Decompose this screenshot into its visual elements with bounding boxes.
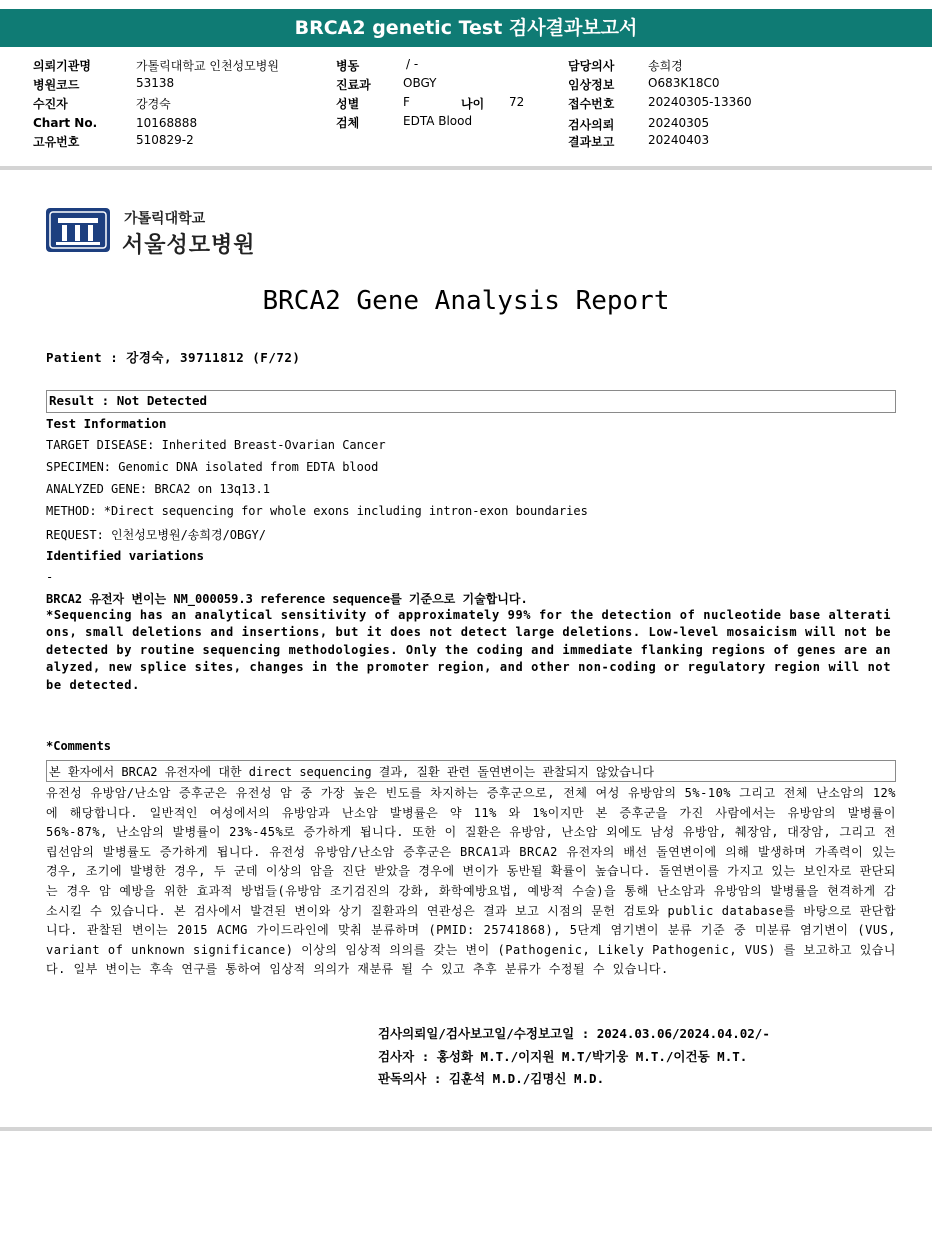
test-info-heading: Test Information xyxy=(46,416,167,431)
meta-value: OBGY xyxy=(403,76,437,90)
meta-value: EDTA Blood xyxy=(403,114,473,128)
meta-value: 53138 xyxy=(136,76,175,90)
divider xyxy=(0,166,932,170)
meta-label: 담당의사 xyxy=(568,59,615,73)
target-disease: TARGET DISEASE: Inherited Breast-Ovarian Cancer xyxy=(46,438,386,452)
meta-label: 검체 xyxy=(336,116,360,130)
logo-text-hospital: 서울성모병원 xyxy=(122,233,256,258)
meta-value: 10168888 xyxy=(136,116,198,130)
meta-value: 20240305 xyxy=(648,116,710,130)
reference-note: BRCA2 유전자 변이는 NM_000059.3 reference sequence를 기준으로 기술합니다. xyxy=(46,592,528,606)
meta-value-age: 72 xyxy=(509,95,525,109)
comment-body: 유전성 유방암/난소암 증후군은 유전성 암 중 가장 높은 빈도를 차지하는 증후군으로, 전체 여성 유방암의 5%-10% 그리고 전체 난소암의 12%에 해당합니다. 일반적인 여성에서의 유방암과 난소암 발병률은 약 11% 와 1%이지만 본 증후군을 가진 사람에서는 유방암의 발병률이 56%-87%, 난소암의 발병률이 23%-45%로 증가하게 됩니다. 또한 이 질환은 유방암, 난소암 외에도 남성 유방암, 췌장암, 대장암, 그리고 전립선암의 발병률도 증가하게 됩니다. 유전성 유방암/난소암 증후군은 BRCA1과 BRCA2 유전자의 배선 돌연변이에 의해 발생하며 가족력이 있는 경우, 조기에 발병한 경우, 두 군데 이상의 암을 진단 받았을 경우에 변이가 동반될 확률이 높습니다. 돌연변이를 가지고 있는 보인자로 판단되는 경우 암 예방을 위한 효과적 방법들(유방암 조기검진의 강화, 화학예방요법, 예방적 수술)을 통해 난소암과 유방암의 발병률을 현격하게 감소시킬 수 있습니다. 본 검사에서 발견된 변이와 상기 질환과의 연관성은 결과 보고 시점의 문헌 검토와 public database를 바탕으로 판단합니다. 관찰된 변이는 2015 ACMG 가이드라인에 맞춰 분류하며 (PMID: 25741868), 5단계 염기변이 분류 기준 중 미분류 염기변이 (VUS, variant of unknown significance) 이상의 임상적 의의를 갖는 변이 (Pathogenic, Likely Pathogenic, VUS) 를 보고하고 있습니다. 일부 변이는 후속 연구를 통하여 임상적 의의가 재분류 될 수 있고 추후 분류가 수정될 수 있습니다. xyxy=(46,786,896,977)
meta-label: 병동 xyxy=(336,59,360,73)
hospital-logo xyxy=(44,204,274,260)
logo-text-university: 가톨릭대학교 xyxy=(124,211,206,227)
comment-summary-box xyxy=(46,760,896,782)
meta-label: 수진자 xyxy=(33,97,68,111)
meta-label: 고유번호 xyxy=(33,135,80,149)
patient-line: Patient : 강경숙, 39711812 (F/72) xyxy=(46,350,301,365)
meta-label: Chart No. xyxy=(33,116,98,130)
meta-value: / - xyxy=(406,57,419,71)
meta-label: 성별 xyxy=(336,97,360,111)
request: REQUEST: 인천성모병원/송희경/OBGY/ xyxy=(46,528,266,542)
meta-label: 접수번호 xyxy=(568,97,615,111)
specimen: SPECIMEN: Genomic DNA isolated from EDTA blood xyxy=(46,460,379,474)
meta-label: 결과보고 xyxy=(568,135,615,149)
meta-label: 의뢰기관명 xyxy=(33,59,91,73)
analyzed-gene: ANALYZED GENE: BRCA2 on 13q13.1 xyxy=(46,482,270,496)
meta-value: 510829-2 xyxy=(136,133,194,147)
meta-value: F xyxy=(403,95,410,109)
report-header-title: BRCA2 genetic Test 검사결과보고서 xyxy=(0,9,932,47)
result-text: Result : Not Detected xyxy=(49,393,208,408)
reviewers: 판독의사 : 김훈석 M.D./김명신 M.D. xyxy=(378,1071,605,1086)
identified-variations-value: - xyxy=(46,570,54,584)
meta-value: O683K18C0 xyxy=(648,76,720,90)
identified-variations-heading: Identified variations xyxy=(46,548,205,563)
meta-label: 임상정보 xyxy=(568,78,615,92)
result-box xyxy=(46,390,896,413)
meta-value: 가톨릭대학교 인천성모병원 xyxy=(136,59,279,73)
method: METHOD: *Direct sequencing for whole exons including intron-exon boundaries xyxy=(46,504,588,518)
meta-label-age: 나이 xyxy=(461,97,485,111)
meta-label: 진료과 xyxy=(336,78,371,92)
meta-value: 20240305-13360 xyxy=(648,95,752,109)
testers: 검사자 : 홍성화 M.T./이지원 M.T/박기웅 M.T./이건동 M.T. xyxy=(378,1049,748,1064)
report-dates: 검사의뢰일/검사보고일/수정보고일 : 2024.03.06/2024.04.02/- xyxy=(378,1026,770,1041)
sensitivity-note: *Sequencing has an analytical sensitivity of approximately 99% for the detection of nucleotide base alterations, small deletions and insertions, but it does not detect large deletions. Low-level mosaicism will not be detected by routine sequencing methodologies. Only the coding and immediate flanking regions of genes are analyzed, new splice sites, changes in the promoter region, and other non-coding or regulatory region will not be detected. xyxy=(46,608,892,692)
comment-summary: 본 환자에서 BRCA2 유전자에 대한 direct sequencing 결과, 질환 관련 돌연변이는 관찰되지 않았습니다 xyxy=(49,765,654,779)
meta-value: 강경숙 xyxy=(136,97,171,111)
meta-value: 20240403 xyxy=(648,133,710,147)
comments-heading: *Comments xyxy=(46,739,112,753)
hospital-emblem-icon xyxy=(44,204,112,256)
divider xyxy=(0,1127,932,1131)
report-title: BRCA2 Gene Analysis Report xyxy=(262,286,670,316)
meta-label: 병원코드 xyxy=(33,78,80,92)
meta-label: 검사의뢰 xyxy=(568,118,615,132)
meta-value: 송희경 xyxy=(648,59,683,73)
